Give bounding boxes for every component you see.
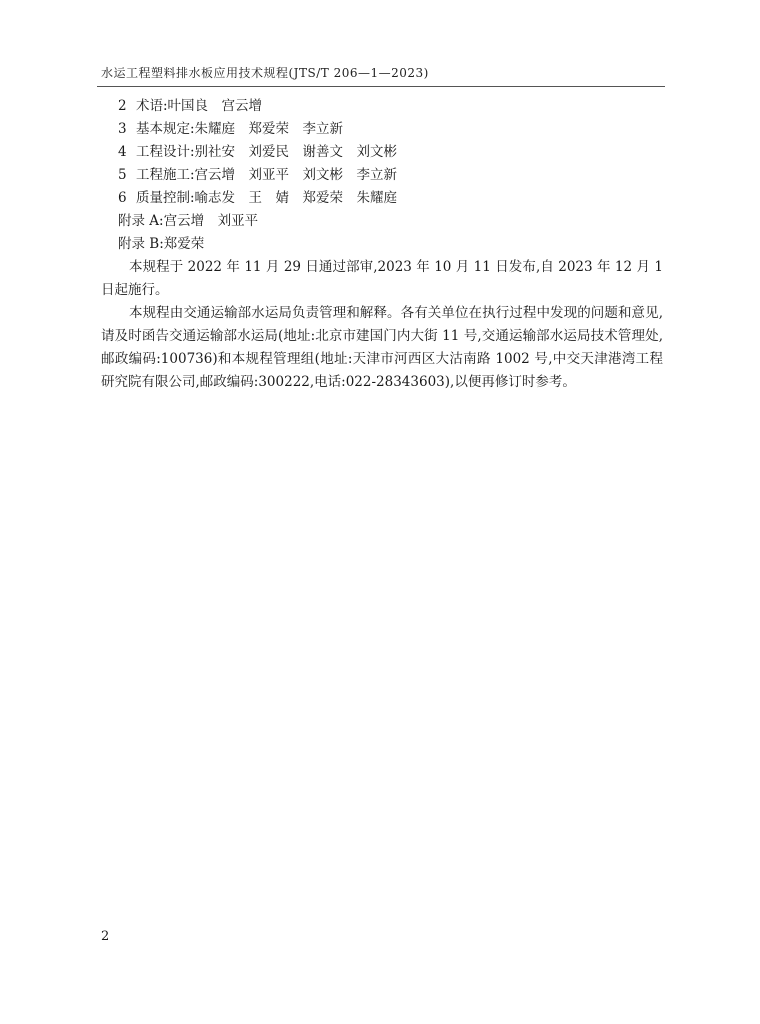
appendix-text: 附录 B:郑爱荣 [118,236,205,252]
contributor-text: 质量控制:喻志发 王 婧 郑爱荣 朱耀庭 [136,190,398,206]
running-header: 水运工程塑料排水板应用技术规程(JTS/T 206—1—2023) [101,66,429,80]
header-divider [97,86,665,87]
contributor-line [101,164,663,187]
chapter-number: 3 [118,121,127,137]
contributor-line [101,95,663,118]
chapter-number: 5 [118,167,127,183]
chapter-number: 6 [118,190,127,206]
contributor-text: 基本规定:朱耀庭 郑爱荣 李立新 [136,121,344,137]
management-paragraph: 本规程由交通运输部水运局负责管理和解释。各有关单位在执行过程中发现的问题和意见,请及时函告交通运输部水运局(地址:北京市建国门内大街 11 号,交通运输部水运局技术管理处,邮政编码:100736)和本规程管理组(地址:天津市河西区大沽南路 1002 号,中交天津港湾工程研究院有限公司,邮政编码:300222,电话:022-28343603),以便再修订时参考。 [101,305,663,390]
appendix-text: 附录 A:宫云增 刘亚平 [118,213,259,229]
body-content [101,95,663,394]
contributor-line [101,141,663,164]
contributor-text: 工程设计:别社安 刘爱民 谢善文 刘文彬 [136,144,398,160]
contributor-text: 术语:叶国良 宫云增 [136,98,263,114]
page-number: 2 [101,929,110,944]
chapter-number: 4 [118,144,127,160]
contributor-line [101,118,663,141]
publication-paragraph: 本规程于 2022 年 11 月 29 日通过部审,2023 年 10 月 11 日发布,自 2023 年 12 月 1 日起施行。 [101,259,663,298]
appendix-line [101,233,663,256]
chapter-number: 2 [118,98,127,114]
appendix-line [101,210,663,233]
contributor-line [101,187,663,210]
contributor-text: 工程施工:宫云增 刘亚平 刘文彬 李立新 [136,167,398,183]
